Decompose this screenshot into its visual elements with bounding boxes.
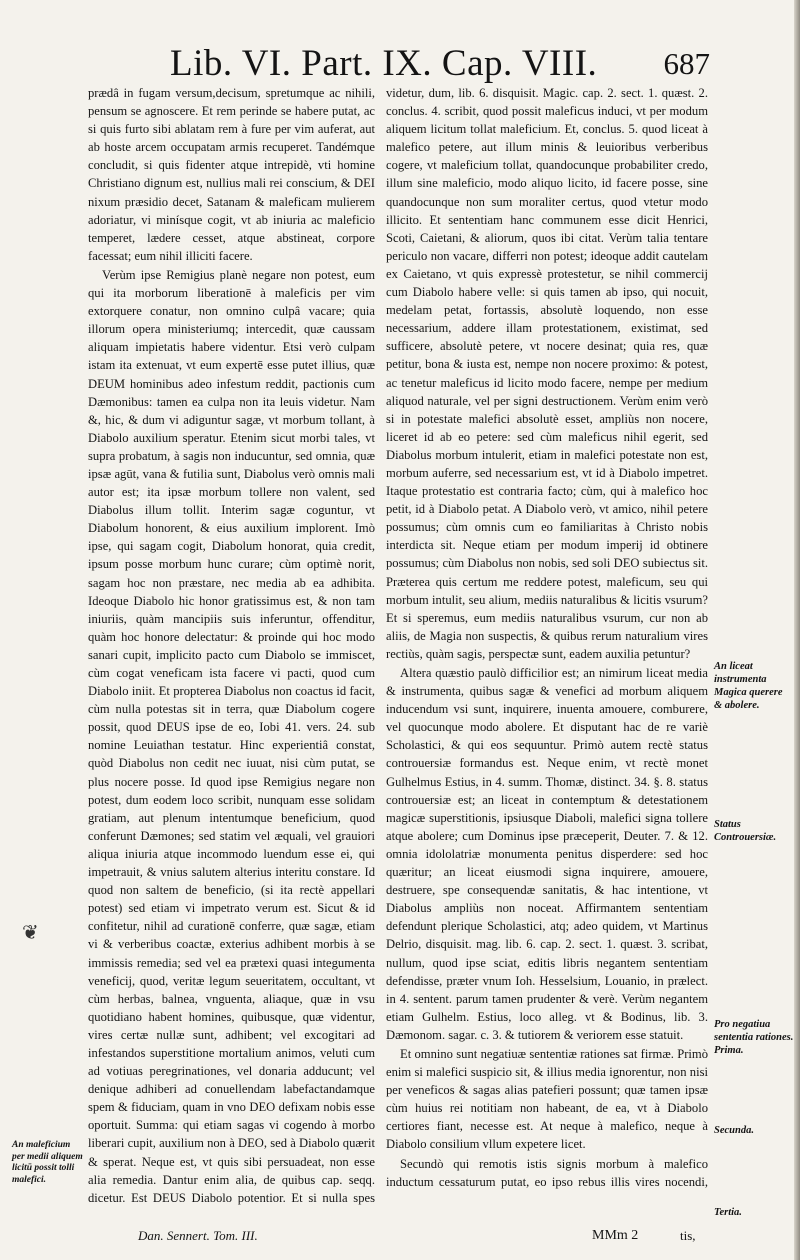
margin-note-an-liceat: An liceat instrumenta Magica querere & abolere. [714, 661, 783, 711]
page-number: 687 [663, 46, 710, 81]
margin-note-pro-negatiua: Pro negatiua sententia rationes. Prima. [714, 1019, 794, 1056]
running-title: Lib. VI. Part. IX. Cap. VIII. [170, 43, 598, 84]
paragraph: Altera quæstio paulò difficilior est; an nimirum liceat media & instrumenta, quibus sagæ & venefici ad morbum aliquem inducendum vsi sunt, inquirere, inuenta amouere, comburere, vel quocunque modo abolere. Et disputant hac de re variè Scholastici, & qui eos sequuntur. Primò autem rectè status controuersiæ formandus est. Neque enim, vt rectè monet Gulhelmus Estius, in 4. summ. Thomæ, distinct. 34. §. 8. status controuersiæ est; an liceat in contemptum & detestationem magicæ superstitionis, ipsiusque Diaboli, malefici signa tollere atque abolere; cum Dominus ipse præceperit, Deuter. 7. & 12. omnia idololatriæ monumenta penitus disperdere: sed hoc quæritur; an liceat eiusmodi signa inquirere, amouere, destruere, spe consequendæ sanitatis, & hac intentione, vt Diabolus ampliùs non noceat. Affirmantem sententiam defendunt plerique Scholastici, atq; adeo quidem, vt Martinus Delrio, disquisit. mag. lib. 6. cap. 2. sect. 1. quæst. 3. scribat, nullum, quod ipse sciat, editis libris negantem sententiam defendisse, præter vnum Ioh. Hesselsium, Louanio, in prælect. in 4. sentent. parum tamen prudenter & verè. Verùm negantem etiam Gulhelm. Estius, loco alleg. vt & Bodinus, lib. 3. Dæmonom. sagar. c. 3. & tutiorem & veriorem esse statuit. [386, 666, 708, 1042]
margin-note-status: Status Controuersiæ. [714, 819, 777, 843]
catchword: tis, [680, 1228, 696, 1243]
margin-note-tertia: Tertia. [714, 1207, 742, 1218]
paragraph: videtur, dum, lib. 6. disquisit. Magic. cap. 2. sect. 1. quæst. 2. conclus. 4. scribit, quod possit maleficus induci, vt per modum aliquem licitum tollat maleficium. Et, conclus. 5. quod liceat à malefico petere, aut illum minis & leuioribus verberibus cogere, vt maleficium tollat, quandocunque probabiliter credo, illum sine maleficio, modo aliquo licito, id facere posse, sine quandocunque non sum moraliter certus, quod vtetur modo illicito. Et sententiam hanc communem esse dicit Henrici, Scoti, Caietani, & aliorum, quos ibi citat. Verùm talia tentare periculo non vacare, differri non potest; ideoque addit cautelam ex Caietano, vt quis expressè protestetur, se nihil commercij cum Diabolo habere velle: si quis tamen ab ipso, qui nocuit, medelam petat, fortassis, absolutè loquendo, non esse necessarium, addere illam protestationem, existimat, sed sufficere, absolutè petere, vt nocere desinat; quia res, quæ petitur, bona & iusta est, nempe non nocere proximo: & potest, ac tenetur maleficus id licito modo facere, nempe per medium aliquod naturale, vel per signi destructionem. Verùm enim verò si in potestate malefici absolutè esset, ampliùs non nocere, liceret id ab eo petere: sed cùm maleficus nihil egerit, sed Diabolus morbum intulerit, etiam in malefici potestate non est, morbum auferre, sed necessarium est, vt id à Diabolo impetret. Itaque protestatio est contraria facto; cùm, qui à malefico hoc petit, id à Diabolo petat. A Diabolo verò, vt amico, nihil petere possumus; cùm omnis cum eo familiaritas à Christo nobis interdicta sit. Neque etiam per modum imperij id obtinere possumus; cùm Diabolus non nobis, sed soli DEO subiectus sit. Præterea quis certum me reddere potest, maleficum, seu qui morbum intulit, seu alium, mediis naturalibus & licitis vsurum? Et si speremus, eum mediis naturalibus vsurum, cur non ab aliis, de Magia non suspectis, & quibus rerum naturalium vires rectiùs, quàm sagis, perspectæ sunt, eadem auxilia petuntur? [386, 86, 708, 661]
running-header [150, 40, 710, 90]
margin-note-left: An maleficium per medii aliquem licitū possit tolli malefici. [12, 1140, 83, 1185]
paragraph: Secundò qui remotis istis signis morbum à malefico inductum cessaturum putat, eo ipso rebus illis vires nocendi, [386, 1156, 708, 1189]
marginal-ornament-icon: ❦ [22, 922, 39, 944]
paragraph: prædâ in fugam versum,decisum, spretumque ac nihili, pensum se agnoscere. Et rem perinde se habere putat, ac si quis furto sibi ablatam rem à fure per vim auferat, aut ab hoste arcem occupatam armis recuperet. Tandémque concludit, si quis fidenter atque intrepidè, vti homine Christiano dignum est, nullius mali rei conscium, & DEI nixum præsidio decet, Satanam & maleficam mulierem adoriatur, vi minísque cogit, vt ab iniuria ac maleficio temperet, lædere cesset, atque abstineat, corpore facessat; eum nihil illiciti facere. [88, 86, 375, 263]
footer-signature-note: Dan. Sennert. Tom. III. [138, 1228, 258, 1243]
signature-mark: MMm 2 [592, 1228, 639, 1243]
paragraph: Verùm ipse Remigius planè negare non potest, eum qui ita morborum liberationē à maleficis per vim extorquere conatur, non omnino culpâ vacare; quia illorum opera ministeriumq; intercedit, quæ caussam aliquam impietatis habere videntur. Etsi verò culpam istam ita extenuat, vt eum expertē esse putet illius, quæ DEUM hominibus adeo infestum reddit, pactionis cum Dæmonibus: tamen ea culpa non ita leuis videtur. Nam &, hic, & dum vi adiguntur sagæ, vt morbum tollant, à Diabolo auxilium speratur. Etenim sicut morbi tales, vt supra probatum, à sagis non inducuntur, sed omnia, quæ ipsæ agūt, vana & futilia sunt, Diabolus verò omnis mali autor est; ita ipsæ morbum tollere non valent, sed Diabolus illum tollit. Interim sagæ coguntur, vt Diabolum honorent, & eius auxilium implorent. Imò ipse, qui sagam cogit, Diabolum honorat, quia credit, ipsum posse morbum hunc curare; cùm optimè norit, sagam hoc non præstare, nec media ab ea adhibita. Ideoque Diabolo hic honor gratissimus est, & non tam iniuriis, quàm mancipiis suis inferuntur, offenditur, quàm hoc honore delectatur: & proinde qui hoc modo sanari cupit, implicito pacto cum Diabolo se immiscet, cùm cogat veneficam ista facere vi pacti, quod cum Diabolo iniit. Et propterea Diabolus non coactus id facit, cùm nulla potestas sit in terra, quæ Diabolum cogere possit, quod DEUS ipse de eo, Iobi 41. vers. 24. sub nomine Leuiathan testatur. Hinc experientiâ constat, quòd Diabolus non cedit nec iuuat, nisi cùm putat, se plus nocere posse. Id quod ipse Remigius negare non potest, dum eodem loco scribit, nunquam esse solidam gratiam, aut plenum intentumque beneficium, quod conferunt Dæmones; sed statim vel æquali, vel grauiori aliqua iniuria atque incommodo luendum esse ei, qui impetrauit, & vnius salutem alterius interitu constare. Id quod non saltem de beneficio, (si ita rectè appellari potest) sed etiam vi impetrato verum est. Sicut & id confitetur, nihil ad curationē conferre, quæ sagæ, etiam vi & verberibus coactæ, exterius adhibent morbis à se immissis remedia; sed vel ea prætexi quasi integumenta veneficij, quod, veritæ legum seueritatem, occultant, vt cùm herbas, balnea, vnguenta, aliaque, quæ in vsu quotidiano habent homines, quibusque, quæ videntur, vires certæ nullæ sunt, adhibent; vel excogitari ad infestandos superstitione mortalium animos, veluti cum ad votiuas peregrinationes, vel donaria adducunt; vel denique adhiberi ad conuellendam labefactandamque spem & fiduciam, quam in vno DEO defixam nobis esse oportuit. Summa: qui etiam sagas vi cogendo à morbo liberari cupit, auxilium non à DEO, sed à Diabolo quærit & sperat. Neque est, vt quis sibi persuadeat, non esse alia remedia. Dantur enim alia, de quibus cap. seqq. dicetur. Est DEUS Diabolo potentior. Et si nulla spes [88, 267, 375, 1205]
page-edge [794, 0, 800, 1260]
right-column [386, 84, 708, 1192]
margin-note-secunda: Secunda. [714, 1125, 754, 1136]
paragraph: Et omnino sunt negatiuæ sententiæ rationes sat firmæ. Primò enim si malefici suspicio sit, & illius media ignorentur, non nisi per veneficos & sagas alias patefieri possunt; quæ tamen ipsæ cùm huius rei notitiam non habeant, de ea, vt à Diabolo certiores fiant, necesse est. At neque à malefico, neque à Diabolo consilium vllum expetere licet. [386, 1046, 708, 1152]
left-column [88, 84, 375, 1210]
